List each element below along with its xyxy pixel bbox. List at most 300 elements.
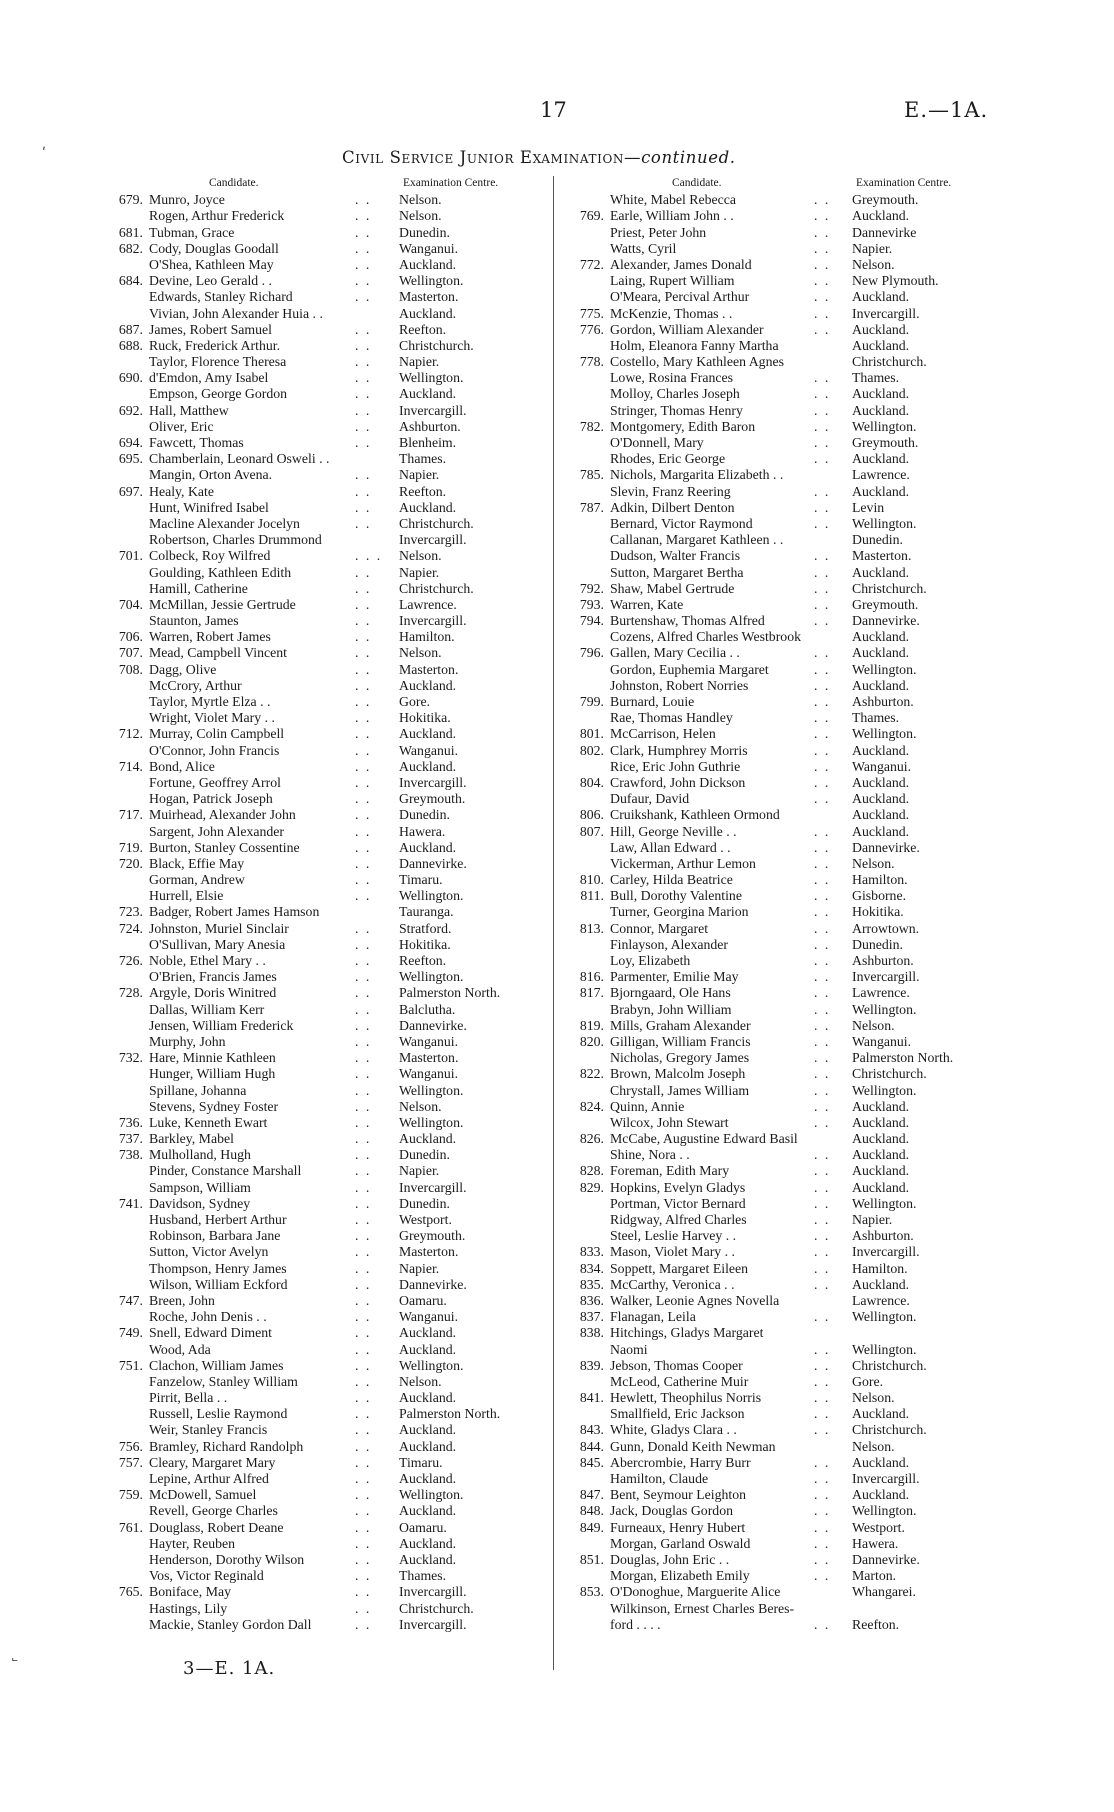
candidate-name: McCabe, Augustine Edward Basil — [610, 1131, 798, 1147]
candidate-name: Rae, Thomas Handley — [610, 710, 733, 726]
candidate-number: 749. — [118, 1325, 143, 1341]
leader-dots: . . — [814, 321, 831, 337]
leader-dots: . . — [355, 1309, 372, 1325]
leader-dots: . . — [814, 1001, 831, 1017]
leader-dots: . . . — [355, 548, 383, 564]
candidate-number: 690. — [118, 370, 143, 386]
candidate-name: Mulholland, Hugh — [149, 1147, 251, 1163]
leader-dots: . . — [355, 256, 372, 272]
examination-centre: Masterton. — [399, 1244, 459, 1260]
candidate-name: Hare, Minnie Kathleen — [149, 1050, 276, 1066]
examination-centre: Greymouth. — [399, 1228, 466, 1244]
list-item — [97, 985, 545, 1001]
list-item — [97, 532, 545, 548]
list-item — [560, 1342, 1008, 1358]
candidate-name: Goulding, Kathleen Edith — [149, 564, 292, 580]
examination-centre: Nelson. — [852, 1017, 895, 1033]
examination-centre: Dunedin. — [399, 224, 450, 240]
candidate-name: Morgan, Garland Oswald — [610, 1535, 751, 1551]
examination-centre: Auckland. — [852, 564, 910, 580]
candidate-name: O'Connor, John Francis — [149, 742, 280, 758]
list-item — [97, 208, 545, 224]
leader-dots: . . — [355, 613, 372, 629]
leader-dots: . . — [814, 1050, 831, 1066]
candidate-number: 769. — [579, 208, 604, 224]
list-item — [560, 1066, 1008, 1082]
list-item — [97, 1325, 545, 1341]
candidate-name: Black, Effie May — [149, 855, 245, 871]
list-item — [560, 1309, 1008, 1325]
list-item — [97, 1503, 545, 1519]
examination-centre: Wellington. — [852, 1309, 917, 1325]
candidate-number: 778. — [579, 354, 604, 370]
list-item — [560, 1147, 1008, 1163]
leader-dots: . . — [355, 596, 372, 612]
leader-dots: . . — [814, 1163, 831, 1179]
examination-centre: Lawrence. — [852, 1292, 910, 1308]
candidate-number: 822. — [579, 1066, 604, 1082]
examination-centre: Auckland. — [852, 1487, 910, 1503]
candidate-name: Noble, Ethel Mary . . — [149, 953, 266, 968]
leader-dots: . . — [355, 677, 372, 693]
examination-centre: Nelson. — [399, 192, 442, 208]
candidate-number: 687. — [118, 321, 143, 337]
candidate-name: Hamill, Catherine — [149, 580, 248, 596]
leader-dots: . . — [355, 240, 372, 256]
candidate-name: Hastings, Lily — [149, 1600, 228, 1616]
candidate-number: 761. — [118, 1519, 143, 1535]
list-item — [560, 726, 1008, 742]
list-item — [560, 500, 1008, 516]
leader-dots: . . — [355, 1373, 372, 1389]
candidate-number: 824. — [579, 1098, 604, 1114]
candidate-number: 806. — [579, 807, 604, 823]
candidate-number: 848. — [579, 1503, 604, 1519]
leader-dots: . . — [814, 791, 831, 807]
examination-centre: Auckland. — [399, 1341, 457, 1357]
leader-dots: . . — [814, 985, 831, 1001]
list-item — [560, 710, 1008, 726]
leader-dots: . . — [355, 1600, 372, 1616]
examination-centre: Hamilton. — [399, 629, 455, 645]
candidate-name: McKenzie, Thomas . . — [610, 305, 733, 321]
candidate-name: Molloy, Charles Joseph — [610, 386, 740, 402]
candidate-name: Douglass, Robert Deane — [149, 1519, 284, 1535]
examination-centre: Dannevirke. — [852, 839, 920, 855]
candidate-name: O'Meara, Percival Arthur — [610, 289, 750, 305]
leader-dots: . . — [355, 224, 372, 240]
list-item — [97, 581, 545, 597]
list-item — [97, 937, 545, 953]
list-item — [97, 824, 545, 840]
candidate-name: Sutton, Victor Avelyn — [149, 1244, 269, 1260]
leader-dots: . . — [355, 629, 372, 645]
leader-dots: . . — [814, 1454, 831, 1470]
list-item — [97, 1180, 545, 1196]
candidate-name: Bond, Alice — [149, 758, 215, 774]
candidate-name: Colbeck, Roy Wilfred — [149, 548, 271, 564]
candidate-name: Jack, Douglas Gordon — [610, 1503, 733, 1519]
list-item — [560, 856, 1008, 872]
candidate-number: 732. — [118, 1050, 143, 1066]
examination-centre: Gore. — [852, 1373, 884, 1389]
list-item — [560, 1568, 1008, 1584]
examination-centre: Wellington. — [852, 1195, 917, 1211]
list-item — [560, 662, 1008, 678]
leader-dots: . . — [355, 354, 372, 370]
list-item — [560, 1050, 1008, 1066]
list-item — [97, 484, 545, 500]
list-item — [97, 1487, 545, 1503]
examination-centre: Wellington. — [852, 726, 917, 742]
leader-dots: . . — [355, 1406, 372, 1422]
leader-dots: . . — [355, 1390, 372, 1406]
leader-dots: . . — [355, 580, 372, 596]
examination-centre: Nelson. — [399, 548, 442, 564]
candidate-number: 837. — [579, 1309, 604, 1325]
leader-dots: . . — [814, 1390, 831, 1406]
candidate-name: James, Robert Samuel — [149, 321, 272, 337]
leader-dots: . . — [355, 645, 372, 661]
candidate-name: Foreman, Edith Mary — [610, 1163, 730, 1179]
candidate-name: Jensen, William Frederick — [149, 1017, 294, 1033]
candidate-name: Douglas, John Eric . . — [610, 1551, 730, 1567]
examination-centre: Levin — [852, 499, 885, 515]
leader-dots: . . — [814, 1017, 831, 1033]
examination-centre: Auckland. — [852, 629, 910, 645]
candidate-name: Slevin, Franz Reering — [610, 483, 731, 499]
left-column — [97, 176, 545, 1633]
leader-dots: . . — [355, 1584, 372, 1600]
examination-centre: Auckland. — [399, 677, 457, 693]
list-item — [97, 1617, 545, 1633]
candidate-name: Pinder, Constance Marshall — [149, 1163, 302, 1179]
candidate-name: Montgomery, Edith Baron — [610, 418, 756, 434]
examination-centre: Dunedin. — [399, 1147, 450, 1163]
candidate-number: 792. — [579, 580, 604, 596]
list-item — [97, 1520, 545, 1536]
candidate-name: Hunt, Winifred Isabel — [149, 499, 269, 515]
examination-centre: Auckland. — [399, 1131, 457, 1147]
examination-centre: Auckland. — [399, 499, 457, 515]
leader-dots: . . — [355, 872, 372, 888]
candidate-name: Warren, Robert James — [149, 629, 271, 645]
candidate-name: Barkley, Mabel — [149, 1131, 234, 1147]
list-item — [97, 1390, 545, 1406]
page-heading — [342, 148, 736, 167]
list-item — [560, 1212, 1008, 1228]
candidate-number: 741. — [118, 1195, 143, 1211]
candidate-number: 813. — [579, 920, 604, 936]
candidate-name: Stringer, Thomas Henry — [610, 402, 743, 418]
examination-centre: Auckland. — [852, 1406, 910, 1422]
examination-centre: Ashburton. — [852, 694, 914, 709]
list-item — [97, 1163, 545, 1179]
examination-centre: Timaru. — [399, 1454, 443, 1470]
candidate-name: Laing, Rupert William — [610, 273, 735, 289]
right-column — [560, 176, 1008, 1633]
candidate-number: 694. — [118, 435, 143, 450]
candidate-name: Sampson, William — [149, 1179, 251, 1195]
examination-centre: Masterton. — [399, 1050, 459, 1066]
candidate-name: Gordon, William Alexander — [610, 321, 764, 337]
candidate-name: Hewlett, Theophilus Norris — [610, 1390, 762, 1406]
leader-dots: . . — [355, 953, 372, 968]
leader-dots: . . — [355, 742, 372, 758]
examination-centre: Greymouth. — [399, 791, 466, 807]
list-item — [560, 403, 1008, 419]
candidate-name: Devine, Leo Gerald . . — [149, 273, 272, 289]
examination-centre: Auckland. — [852, 742, 910, 758]
leader-dots: . . — [355, 1082, 372, 1098]
candidate-name: Vos, Victor Reginald — [149, 1568, 264, 1584]
list-item — [97, 1018, 545, 1034]
leader-dots: . . — [814, 1260, 831, 1276]
examination-centre: Nelson. — [852, 256, 895, 272]
list-item — [560, 1018, 1008, 1034]
leader-dots: . . — [355, 1503, 372, 1519]
candidate-name: Turner, Georgina Marion — [610, 904, 749, 920]
list-item — [97, 1471, 545, 1487]
list-item — [97, 953, 545, 969]
candidate-name: Portman, Victor Bernard — [610, 1195, 746, 1211]
candidate-name: Gallen, Mary Cecilia . . — [610, 645, 740, 661]
candidate-header: Candidate. — [672, 177, 722, 189]
list-item — [560, 565, 1008, 581]
candidate-number: 707. — [118, 645, 143, 661]
list-item — [560, 548, 1008, 564]
column-header — [560, 176, 1008, 192]
examination-centre: Timaru. — [399, 872, 443, 888]
list-item — [560, 807, 1008, 823]
list-item — [560, 775, 1008, 791]
list-item — [560, 1131, 1008, 1147]
leader-dots: . . — [814, 564, 831, 580]
examination-centre: Reefton. — [852, 1616, 900, 1632]
candidate-name: McLeod, Catherine Muir — [610, 1373, 749, 1389]
examination-centre: Dannevirke. — [852, 1551, 920, 1567]
examination-centre: Invercargill. — [399, 1616, 467, 1632]
list-item — [560, 467, 1008, 483]
list-item — [560, 1083, 1008, 1099]
candidate-name: Edwards, Stanley Richard — [149, 289, 293, 305]
candidate-name: Dufaur, David — [610, 791, 690, 807]
leader-dots: . . — [814, 823, 831, 839]
list-item — [560, 1406, 1008, 1422]
candidate-name: Burnard, Louie — [610, 694, 695, 709]
examination-centre: Auckland. — [852, 1276, 910, 1292]
list-item — [560, 1536, 1008, 1552]
leader-dots: . . — [814, 386, 831, 402]
candidate-name: Boniface, May — [149, 1584, 231, 1600]
examination-centre: Auckland. — [852, 807, 910, 823]
candidate-name: Bjorngaard, Ole Hans — [610, 985, 731, 1001]
leader-dots: . . — [355, 1228, 372, 1244]
examination-centre: Wellington. — [399, 1487, 464, 1503]
candidate-name: O'Sullivan, Mary Anesia — [149, 936, 286, 952]
list-item — [97, 1147, 545, 1163]
leader-dots: . . — [814, 1341, 831, 1357]
candidate-name: Callanan, Margaret Kathleen . . — [610, 532, 784, 548]
examination-centre: Palmerston North. — [399, 1406, 501, 1422]
candidate-name: Stevens, Sydney Foster — [149, 1098, 279, 1114]
list-item — [560, 1617, 1008, 1633]
candidate-number: 833. — [579, 1244, 604, 1260]
leader-dots: . . — [814, 1195, 831, 1211]
candidate-name: Hall, Matthew — [149, 402, 229, 418]
leader-dots: . . — [355, 774, 372, 790]
list-item — [97, 1228, 545, 1244]
candidate-number: 706. — [118, 629, 143, 645]
examination-centre: Thames. — [399, 1568, 447, 1584]
candidate-name: Adkin, Dilbert Denton — [610, 499, 735, 515]
candidate-number: 759. — [118, 1487, 143, 1503]
list-item — [560, 1002, 1008, 1018]
leader-dots: . . — [355, 1438, 372, 1454]
examination-centre: Auckland. — [399, 758, 457, 774]
candidate-number: 843. — [579, 1422, 604, 1438]
examination-centre: Lawrence. — [852, 985, 910, 1001]
list-item — [97, 1083, 545, 1099]
candidate-name: Henderson, Dorothy Wilson — [149, 1551, 305, 1567]
list-item — [97, 629, 545, 645]
list-item — [97, 662, 545, 678]
candidate-number: 679. — [118, 192, 143, 208]
list-item — [97, 1002, 545, 1018]
list-item — [97, 969, 545, 985]
list-item — [97, 322, 545, 338]
examination-centre: Auckland. — [399, 1422, 457, 1438]
leader-dots: . . — [814, 694, 831, 709]
examination-centre: Balclutha. — [399, 1001, 456, 1017]
leader-dots: . . — [814, 305, 831, 321]
examination-centre: Napier. — [399, 467, 440, 483]
list-item — [97, 645, 545, 661]
examination-centre: Auckland. — [399, 1471, 457, 1486]
leader-dots: . . — [814, 1082, 831, 1098]
examination-centre: Hokitika. — [399, 710, 451, 726]
examination-centre: Auckland. — [399, 726, 457, 742]
candidate-name: Parmenter, Emilie May — [610, 969, 739, 985]
examination-centre: Wellington. — [399, 969, 464, 985]
leader-dots: . . — [355, 1487, 372, 1503]
candidate-name: Robinson, Barbara Jane — [149, 1228, 281, 1244]
examination-centre: Nelson. — [399, 1098, 442, 1114]
leader-dots: . . — [355, 823, 372, 839]
candidate-number: 747. — [118, 1292, 143, 1308]
examination-centre: Wanganui. — [399, 742, 459, 758]
list-item — [560, 1601, 1008, 1617]
leader-dots: . . — [355, 1017, 372, 1033]
candidate-name: Bent, Seymour Leighton — [610, 1487, 747, 1503]
candidate-name: Ridgway, Alfred Charles — [610, 1212, 747, 1227]
heading-continued: —continued. — [623, 148, 736, 167]
candidate-name: O'Shea, Kathleen May — [149, 256, 274, 272]
examination-centre: New Plymouth. — [852, 273, 939, 289]
list-item — [97, 403, 545, 419]
list-item — [560, 937, 1008, 953]
examination-centre: Masterton. — [399, 661, 459, 677]
list-item — [97, 419, 545, 435]
centre-header: Examination Centre. — [856, 177, 952, 189]
list-item — [560, 1552, 1008, 1568]
candidate-name: Fawcett, Thomas — [149, 435, 244, 450]
list-item — [560, 581, 1008, 597]
list-item — [560, 645, 1008, 661]
examination-centre: Whangarei. — [852, 1584, 916, 1600]
candidate-number: 720. — [118, 855, 143, 871]
leader-dots: . . — [355, 467, 372, 483]
leader-dots: . . — [814, 969, 831, 985]
list-item — [560, 840, 1008, 856]
list-item — [97, 1244, 545, 1260]
candidate-name: Burton, Stanley Cossentine — [149, 839, 300, 855]
list-item — [560, 370, 1008, 386]
candidate-name: Sutton, Margaret Bertha — [610, 564, 744, 580]
candidate-name: Hopkins, Evelyn Gladys — [610, 1179, 746, 1195]
examination-centre: Lawrence. — [852, 467, 910, 483]
list-item — [560, 953, 1008, 969]
candidate-name: Staunton, James — [149, 613, 239, 629]
list-item — [97, 1406, 545, 1422]
candidate-name: Furneaux, Henry Hubert — [610, 1519, 746, 1535]
examination-centre: Nelson. — [852, 855, 895, 871]
leader-dots: . . — [814, 888, 831, 904]
examination-centre: Auckland. — [399, 1438, 457, 1454]
examination-centre: Wellington. — [399, 273, 464, 289]
list-item — [97, 1374, 545, 1390]
examination-centre: Wanganui. — [399, 240, 459, 256]
leader-dots: . . — [814, 1487, 831, 1503]
list-item — [97, 306, 545, 322]
list-item — [97, 1212, 545, 1228]
examination-centre: Auckland. — [852, 208, 910, 224]
examination-centre: Invercargill. — [399, 774, 467, 790]
leader-dots: . . — [814, 580, 831, 596]
list-item — [560, 921, 1008, 937]
list-item — [560, 516, 1008, 532]
examination-centre: Auckland. — [852, 1098, 910, 1114]
candidate-number: 726. — [118, 953, 143, 968]
leader-dots: . . — [355, 1163, 372, 1179]
list-item — [97, 1342, 545, 1358]
candidate-name: Gorman, Andrew — [149, 872, 245, 888]
candidate-number: 799. — [579, 694, 604, 709]
candidate-name: McMillan, Jessie Gertrude — [149, 596, 296, 612]
candidate-name: Muirhead, Alexander John — [149, 807, 296, 823]
leader-dots: . . — [355, 1292, 372, 1308]
examination-centre: Invercargill. — [852, 969, 920, 985]
examination-centre: Auckland. — [399, 256, 457, 272]
leader-dots: . . — [814, 855, 831, 871]
page-number: 17 — [540, 98, 567, 122]
leader-dots: . . — [814, 953, 831, 968]
list-item — [97, 565, 545, 581]
candidate-name: Watts, Cyril — [610, 240, 677, 256]
leader-dots: . . — [355, 1276, 372, 1292]
examination-centre: Palmerston North. — [399, 985, 501, 1001]
leader-dots: . . — [814, 256, 831, 272]
candidate-number: 811. — [580, 888, 604, 904]
candidate-number: 708. — [118, 661, 143, 677]
candidate-number: 820. — [579, 1033, 604, 1049]
column-divider — [553, 176, 554, 1670]
list-item — [97, 694, 545, 710]
examination-centre: Wellington. — [399, 1114, 464, 1130]
list-item — [560, 1390, 1008, 1406]
examination-centre: Auckland. — [852, 483, 910, 499]
examination-centre: Napier. — [399, 1163, 440, 1179]
